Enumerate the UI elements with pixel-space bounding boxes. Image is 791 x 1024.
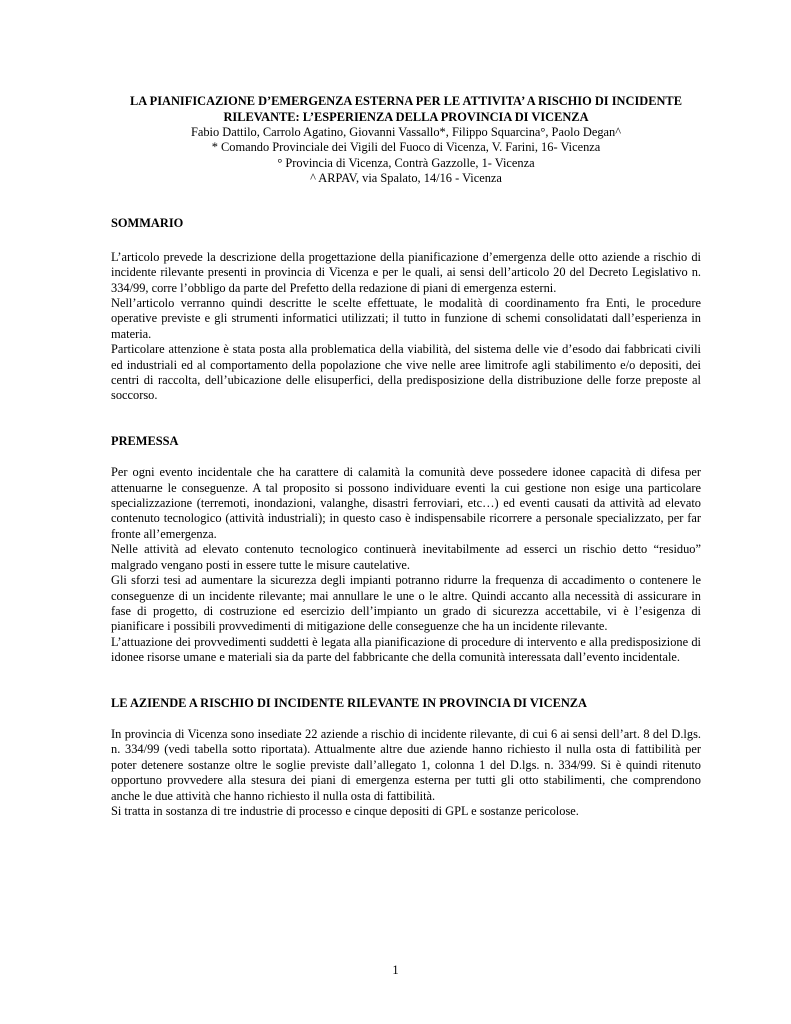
spacer: [111, 232, 701, 250]
spacer: [111, 449, 701, 465]
premessa-paragraph-3: Gli sforzi tesi ad aumentare la sicurezza degli impianti potranno ridurre la frequenza di accadimento o contenere le conseguenze di un incidente rilevante; mai annullare le une o le altre. Quindi accanto alla necessità di assicurare in fase di progetto, di costruzione ed esercizio dell’impianto un grado di sicurezza accettabile, vi è l’esigenza di pianificare i possibili provvedimenti di mitigazione delle conseguenze che ha un incidente rilevante.: [111, 573, 701, 634]
page-number: 1: [392, 963, 399, 977]
spacer: [111, 666, 701, 696]
sommario-paragraph-2: Nell’articolo verranno quindi descritte le scelte effettuate, le modalità di coordinamento fra Enti, le procedure operative previste e gli strumenti informatici utilizzati; il tutto in funzione di schemi consolidatati dall’esperienza in materia.: [111, 295, 701, 341]
sommario-paragraph-1: L’articolo prevede la descrizione della progettazione della pianificazione d’emergenza delle otto aziende a rischio di incidente rilevante presenti in provincia di Vicenza e per le quali, ai sensi dell’articolo 20 del Decreto Legislativo n. 334/99, corre l’obbligo da parte del Prefetto della redazione di piani di emergenza esterni.: [111, 249, 701, 295]
spacer: [111, 186, 701, 216]
section-premessa: [111, 434, 701, 666]
authors-line: Fabio Dattilo, Carrolo Agatino, Giovanni Vassallo*, Filippo Squarcina°, Paolo Degan^: [190, 125, 622, 139]
document-title-line-1: LA PIANIFICAZIONE D’EMERGENZA ESTERNA PER LE ATTIVITA’ A RISCHIO DI INCIDENTE: [130, 94, 682, 108]
section-sommario: [111, 216, 701, 404]
sommario-paragraph-3: Particolare attenzione è stata posta alla problematica della viabilità, del sistema delle vie d’esodo dai fabbricati civili ed industriali ed al comportamento della popolazione che vive nelle aree limitrofe agli stabilimento e/o depositi, dei centri di raccolta, dell’ubicazione delle elisuperfici, della predisposizione della distribuzione delle forze preposte al soccorso.: [111, 342, 701, 403]
affiliation-3: ^ ARPAV, via Spalato, 14/16 - Vicenza: [310, 170, 502, 185]
section-heading-sommario: SOMMARIO: [111, 216, 184, 231]
section-aziende: [111, 696, 701, 820]
spacer: [111, 711, 701, 727]
premessa-paragraph-1: Per ogni evento incidentale che ha carattere di calamità la comunità deve possedere idonee capacità di difesa per attenuarne le conseguenze. A tal proposito si possono individuare eventi la cui gestione non esige una particolare specializzazione (terremoti, inondazioni, valanghe, disastri ferroviari, etc…) ed eventi causati da attività ad elevato contenuto tecnologico (attività industriali); in questo caso è indispensabile ricorrere a personale specializzato, per far fronte all’emergenza.: [111, 465, 701, 541]
premessa-paragraph-2: Nelle attività ad elevato contenuto tecnologico continuerà inevitabilmente ad esserci un rischio detto “residuo” malgrado vengano posti in essere tutte le misure cautelative.: [111, 542, 701, 572]
document-title-line-2: RILEVANTE: L’ESPERIENZA DELLA PROVINCIA DI VICENZA: [223, 109, 589, 124]
section-heading-premessa: PREMESSA: [111, 433, 179, 448]
section-heading-aziende: LE AZIENDE A RISCHIO DI INCIDENTE RILEVANTE IN PROVINCIA DI VICENZA: [111, 695, 588, 710]
document-page: [111, 94, 701, 819]
premessa-paragraph-4: L’attuazione dei provvedimenti suddetti è legata alla pianificazione di procedure di intervento e alla predisposizione di idonee risorse umane e materiali sia da parte del fabbricante che della comunità interessata dall’evento incidentale.: [111, 634, 701, 665]
affiliation-2: ° Provincia di Vicenza, Contrà Gazzolle, 1- Vicenza: [277, 155, 535, 170]
document-header: [111, 94, 701, 186]
aziende-paragraph-2: Si tratta in sostanza di tre industrie di processo e cinque depositi di GPL e sostanze pericolose.: [111, 804, 579, 819]
affiliation-1: * Comando Provinciale dei Vigili del Fuoco di Vicenza, V. Farini, 16- Vicenza: [211, 140, 601, 155]
spacer: [111, 404, 701, 434]
aziende-paragraph-1: In provincia di Vicenza sono insediate 22 aziende a rischio di incidente rilevante, di cui 6 ai sensi dell’art. 8 del D.lgs. n. 334/99 (vedi tabella sotto riportata). Attualmente altre due aziende hanno richiesto il nulla osta di fattibilità per poter detenere sostanze oltre le soglie previste dall’allegato 1, colonna 1 del D.lgs. n. 334/99. Si è quindi ritenuto opportuno provvedere alla stesura dei piani di emergenza esterna per tutti gli otto stabilimenti, che comprendono anche le due attività che hanno richiesto il nulla osta di fattibilità.: [111, 727, 701, 803]
